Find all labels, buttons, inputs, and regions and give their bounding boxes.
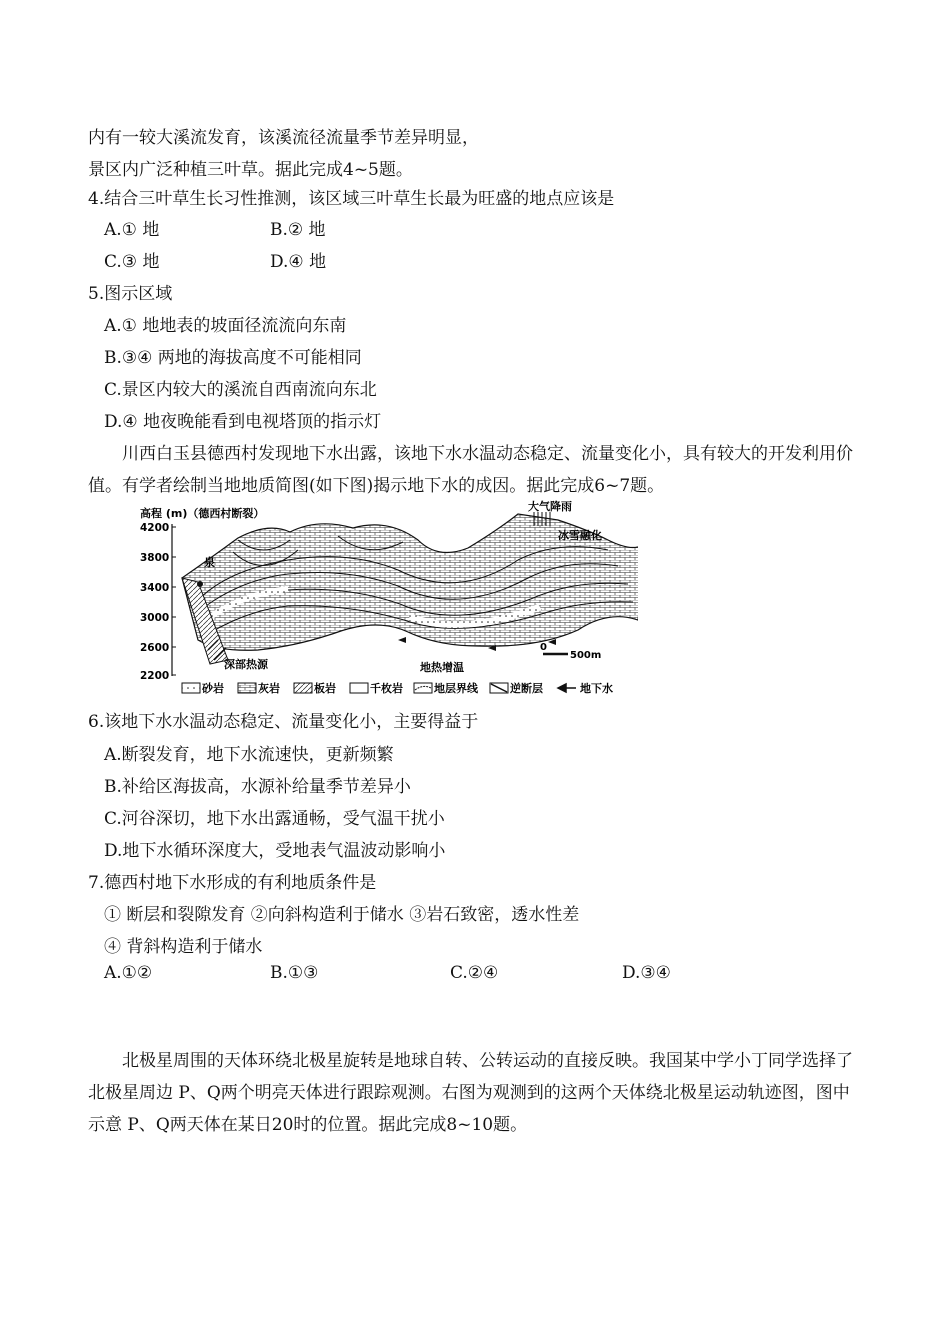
q6-stem: 6.该地下水水温动态稳定、流量变化小，主要得益于 xyxy=(88,712,479,732)
q7-option-c: C.②④ xyxy=(450,963,499,983)
spring-label: 泉 xyxy=(204,556,215,569)
snowmelt-label: 冰雪融化 xyxy=(558,529,602,542)
legend-groundwater: 地下水 xyxy=(580,682,613,695)
legend-slate: 板岩 xyxy=(314,682,336,695)
q4-option-a: A.① 地 xyxy=(104,220,160,240)
q7-option-b: B.①③ xyxy=(270,963,319,983)
legend-strata-boundary: 地层界线 xyxy=(434,682,478,695)
y-tick-3800: 3800 xyxy=(140,552,170,564)
scale-length: 500m xyxy=(570,650,602,661)
y-tick-3400: 3400 xyxy=(140,582,170,594)
groundwater-arrow xyxy=(398,637,406,643)
scale-zero: 0 xyxy=(540,642,547,653)
q5-option-b: B.③④ 两地的海拔高度不可能相同 xyxy=(104,348,362,368)
q6-option-b: B.补给区海拔高，水源补给量季节差异小 xyxy=(104,777,411,797)
q4-option-b: B.② 地 xyxy=(270,220,326,240)
y-tick-2200: 2200 xyxy=(140,670,170,682)
q6-option-a: A.断裂发育，地下水流速快，更新频繁 xyxy=(104,745,394,765)
q5-stem: 5.图示区域 xyxy=(88,284,173,304)
passage-6-7: 川西白玉县德西村发现地下水出露，该地下水水温动态稳定、流量变化小，具有较大的开发利用价值。有学者绘制当地地质简图(如下图)揭示地下水的成因。据此完成6~7题。 xyxy=(88,444,853,496)
y-tick-4200: 4200 xyxy=(140,522,170,534)
deep-heat-label: 深部热源 xyxy=(224,658,268,671)
legend-limestone: 灰岩 xyxy=(258,682,280,695)
legend-sandstone: 砂岩 xyxy=(202,682,224,695)
legend-phyllite: 千枚岩 xyxy=(370,682,403,695)
q7-conditions-1: ① 断层和裂隙发育 ②向斜构造利于储水 ③岩石致密，透水性差 xyxy=(104,905,580,925)
precip-label: 大气降雨 xyxy=(528,500,572,513)
q4-option-d: D.④ 地 xyxy=(270,252,327,272)
legend-reverse-fault: 逆断层 xyxy=(510,682,543,695)
q7-option-d: D.③④ xyxy=(622,963,671,983)
q7-option-a: A.①② xyxy=(104,963,153,983)
q6-option-d: D.地下水循环深度大，受地表气温波动影响小 xyxy=(104,841,446,861)
y-tick-2600: 2600 xyxy=(140,642,170,654)
q5-option-d: D.④ 地夜晚能看到电视塔顶的指示灯 xyxy=(104,412,382,432)
q7-stem: 7.德西村地下水形成的有利地质条件是 xyxy=(88,873,377,893)
geologic-section-figure xyxy=(138,500,638,698)
q4-option-c: C.③ 地 xyxy=(104,252,160,272)
q5-option-c: C.景区内较大的溪流自西南流向东北 xyxy=(104,380,377,400)
geothermal-label: 地热增温 xyxy=(420,661,464,674)
intro-line-1: 内有一较大溪流发育，该溪流径流量季节差异明显， xyxy=(88,128,479,148)
y-tick-3000: 3000 xyxy=(140,612,170,624)
q7-conditions-2: ④ 背斜构造利于储水 xyxy=(104,937,263,957)
q5-option-a: A.① 地地表的坡面径流流向东南 xyxy=(104,316,347,336)
intro-line-2: 景区内广泛种植三叶草。据此完成4~5题。 xyxy=(88,160,413,180)
q4-stem: 4.结合三叶草生长习性推测，该区域三叶草生长最为旺盛的地点应该是 xyxy=(88,189,615,209)
passage-8-10: 北极星周围的天体环绕北极星旋转是地球自转、公转运动的直接反映。我国某中学小丁同学选择了北极星周边 P、Q两个明亮天体进行跟踪观测。右图为观测到的这两个天体绕北极星运动轨迹图，图中示意 P、Q两天体在某日20时的位置。据此完成8~10题。 xyxy=(88,1051,853,1135)
q6-option-c: C.河谷深切，地下水出露通畅，受气温干扰小 xyxy=(104,809,445,829)
y-axis-label: 高程 (m)（德西村断裂） xyxy=(140,507,265,520)
